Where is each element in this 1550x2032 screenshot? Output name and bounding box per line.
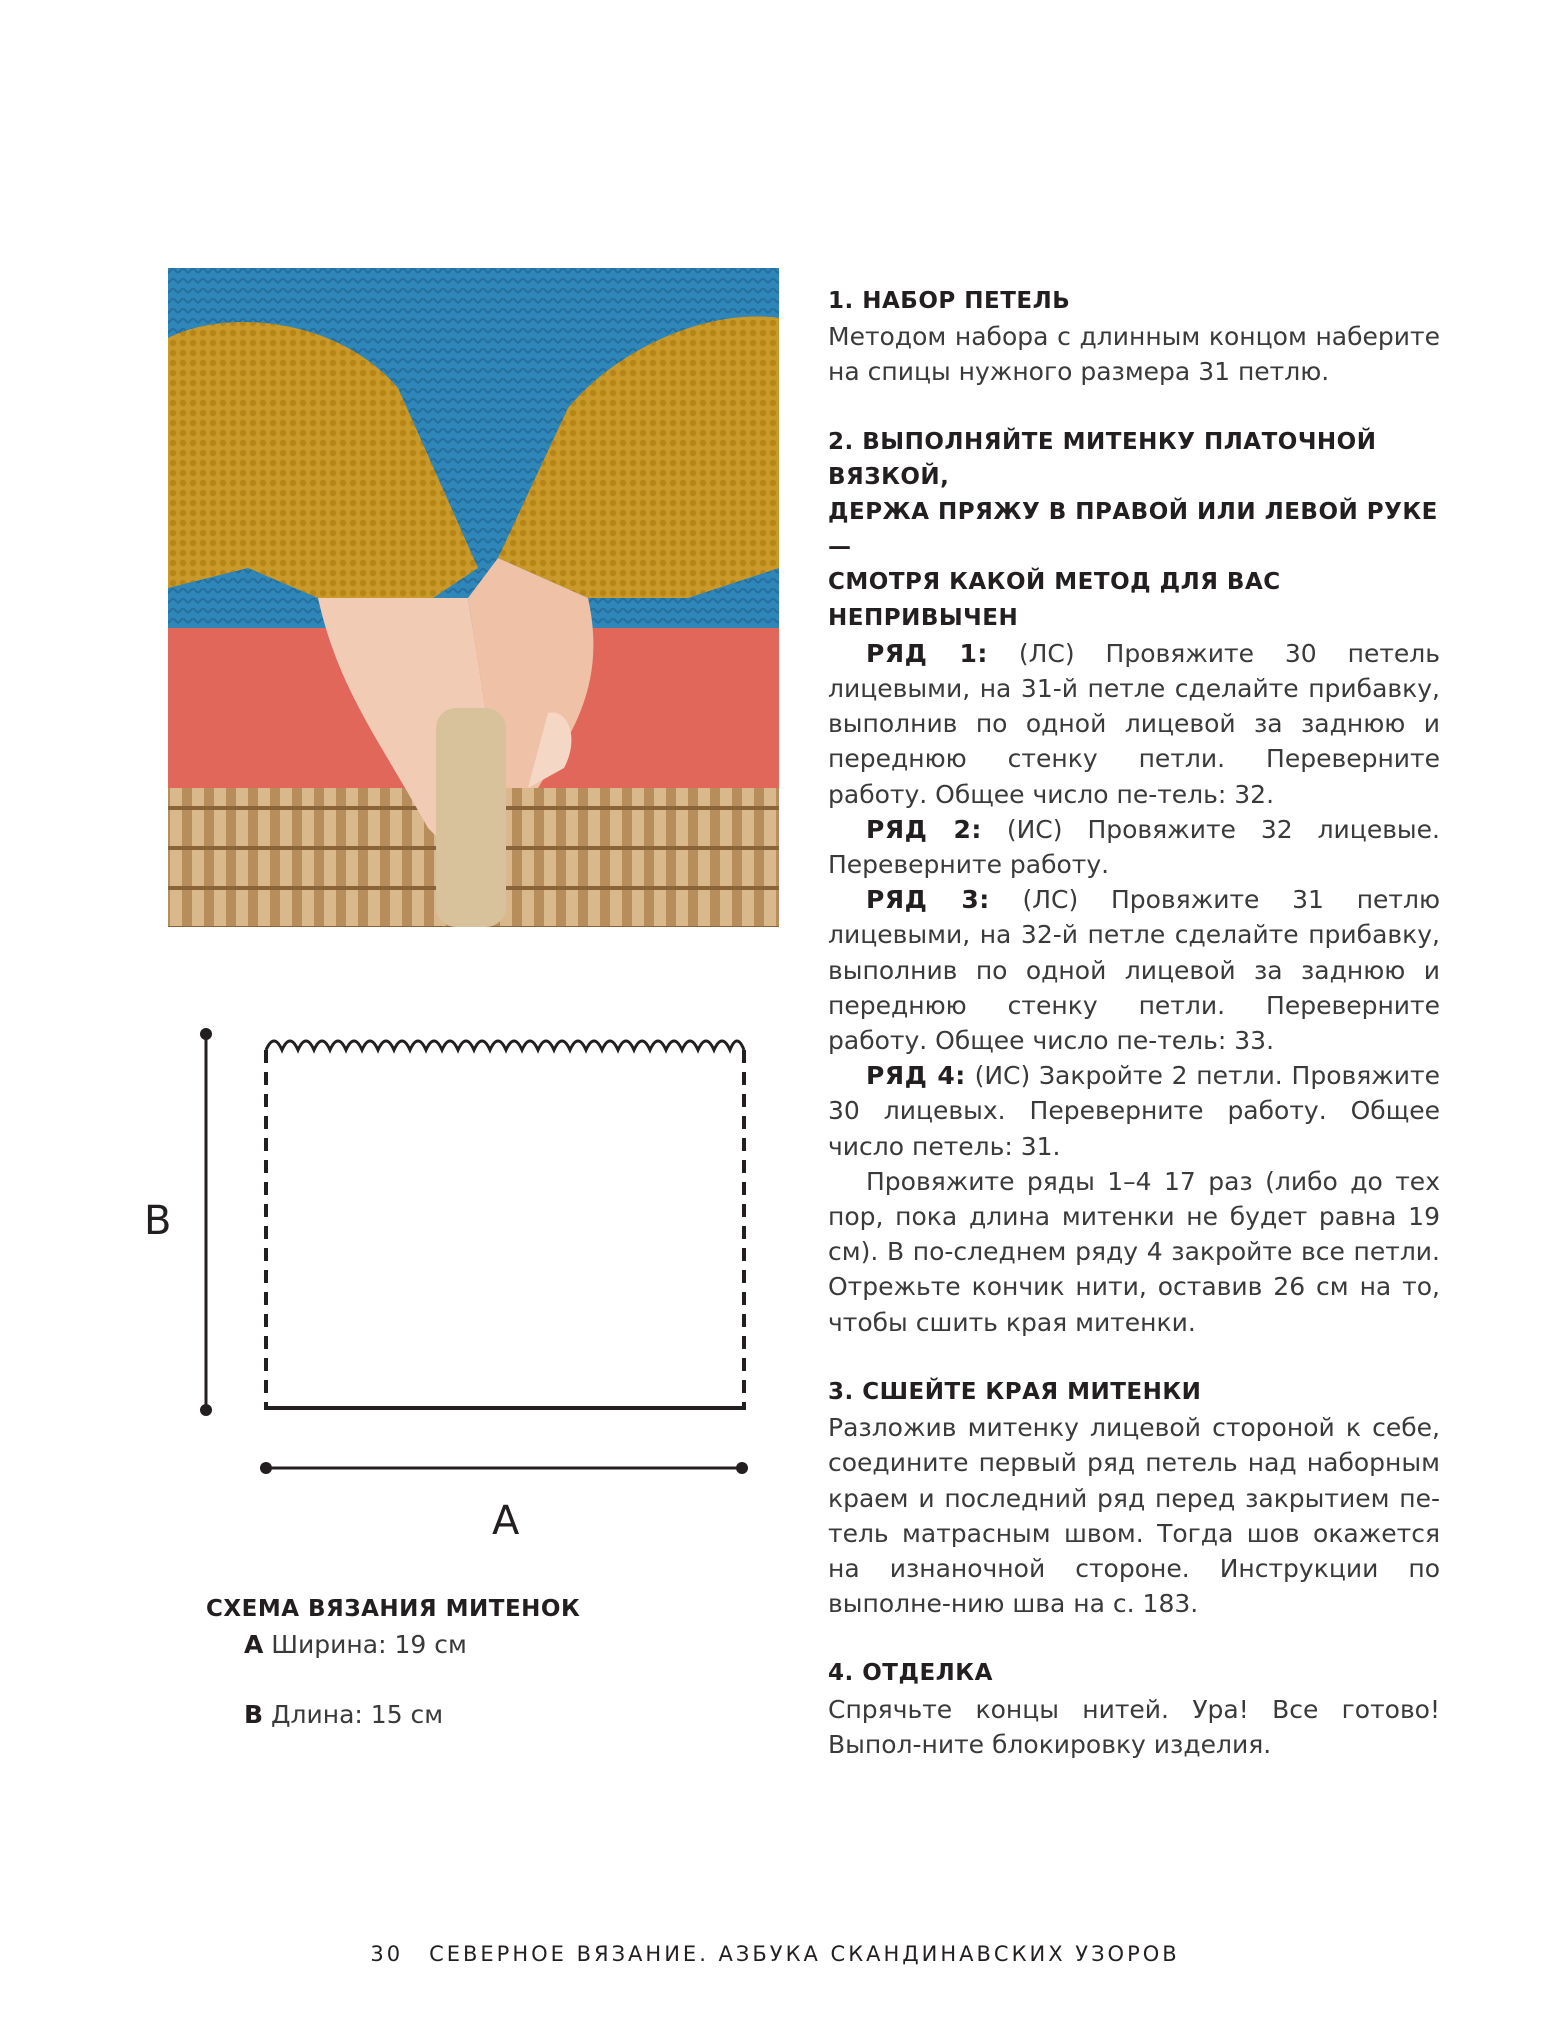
section-1-line-1: Методом набора с длинным концом наберите <box>828 322 1440 352</box>
section-3-title: 3. СШЕЙТЕ КРАЯ МИТЕНКИ <box>828 1378 1202 1405</box>
section-1-line-2: на спицы нужного размера 31 петлю. <box>828 357 1330 387</box>
photo-knitted-mittens <box>168 268 779 927</box>
section-1-title: 1. НАБОР ПЕТЕЛЬ <box>828 288 1071 314</box>
scalloped-top-edge <box>266 1041 744 1050</box>
repeat-paragraph: Провяжите ряды 1–4 17 раз (либо до тех пор, пока длина митенки не будет равна 19 см). В по-следнем ряду 4 закройте все петли. Отрежьте кончик нити, оставив 26 см на то, чтобы сшить края митенки. <box>828 1166 1440 1337</box>
section-3-text: Разложив митенку лицевой стороной к себе, соедините первый ряд петель над наборным краем и последний ряд перед закрытием пе-тель матрасным швом. Тогда шов окажется на изнаночной стороне. Инструкции по выполне-нию шва на с. 183. <box>828 1413 1440 1619</box>
caption-b-letter: B <box>244 1700 264 1730</box>
row-3-text: (ЛС) Провяжите 31 петлю лицевыми, на 32-й петле сделайте прибавку, выполнив по одной лицевой за заднюю и переднюю стенку петли. Переверните работу. Общее число пе-тель: 33. <box>828 885 1441 1056</box>
schematic-drawing <box>130 1020 770 1560</box>
row-4-paragraph <box>828 1058 1440 1164</box>
row-4-label: РЯД 4: <box>866 1061 966 1091</box>
section-2-title-line-2: ДЕРЖА ПРЯЖУ В ПРАВОЙ ИЛИ ЛЕВОЙ РУКЕ — <box>828 499 1438 561</box>
width-dimension-endpoint-left <box>260 1462 272 1474</box>
caption-title: СХЕМА ВЯЗАНИЯ МИТЕНОК <box>206 1596 581 1622</box>
row-1-text: (ЛС) Провяжите 30 петель лицевыми, на 31-й петле сделайте прибавку, выполнив по одной лицевой за заднюю и переднюю стенку петли. Переверните работу. Общее число пе-тель: 32. <box>828 638 1441 809</box>
mitten-schematic <box>130 1020 770 1560</box>
section-2-title-line-1: 2. ВЫПОЛНЯЙТЕ МИТЕНКУ ПЛАТОЧНОЙ ВЯЗКОЙ, <box>828 428 1377 490</box>
dimension-label-b: B <box>144 1198 172 1244</box>
row-4-text: (ИС) Закройте 2 петли. Провяжите 30 лицевых. Переверните работу. Общее число петель: 31. <box>828 1061 1440 1161</box>
section-4-text: Спрячьте концы нитей. Ура! Все готово! Выпол-ните блокировку изделия. <box>828 1694 1440 1759</box>
row-1-label: РЯД 1: <box>866 638 988 668</box>
photo-knitted-mittens-hands-icon <box>168 268 779 927</box>
caption-length-line <box>206 1697 766 1732</box>
dimension-label-a: A <box>492 1498 520 1544</box>
row-3-paragraph <box>828 882 1440 1058</box>
row-2-paragraph <box>828 812 1440 882</box>
row-3-label: РЯД 3: <box>866 885 990 915</box>
section-4-title: 4. ОТДЕЛКА <box>828 1660 993 1687</box>
height-dimension-endpoint-bottom <box>200 1404 212 1416</box>
page-footer <box>0 1942 1550 1966</box>
caption-b-text: Длина: 15 см <box>263 1700 444 1730</box>
row-2-label: РЯД 2: <box>866 814 982 844</box>
schematic-caption <box>206 1592 766 1732</box>
caption-a-letter: A <box>244 1630 264 1660</box>
caption-a-text: Ширина: 19 см <box>263 1630 467 1660</box>
section-2-title-line-3: СМОТРЯ КАКОЙ МЕТОД ДЛЯ ВАС НЕПРИВЫЧЕН <box>828 569 1281 631</box>
width-dimension-endpoint-right <box>736 1462 748 1474</box>
book-title: СЕВЕРНОЕ ВЯЗАНИЕ. АЗБУКА СКАНДИНАВСКИХ УЗОРОВ <box>429 1942 1180 1966</box>
caption-width-line <box>206 1627 766 1662</box>
row-1-paragraph <box>828 636 1440 812</box>
row-2-text: (ИС) Провяжите 32 лицевые. Переверните работу. <box>828 814 1440 880</box>
page-number: 30 <box>370 1942 404 1966</box>
instructions-column <box>828 284 1440 1762</box>
height-dimension-endpoint-top <box>200 1028 212 1040</box>
